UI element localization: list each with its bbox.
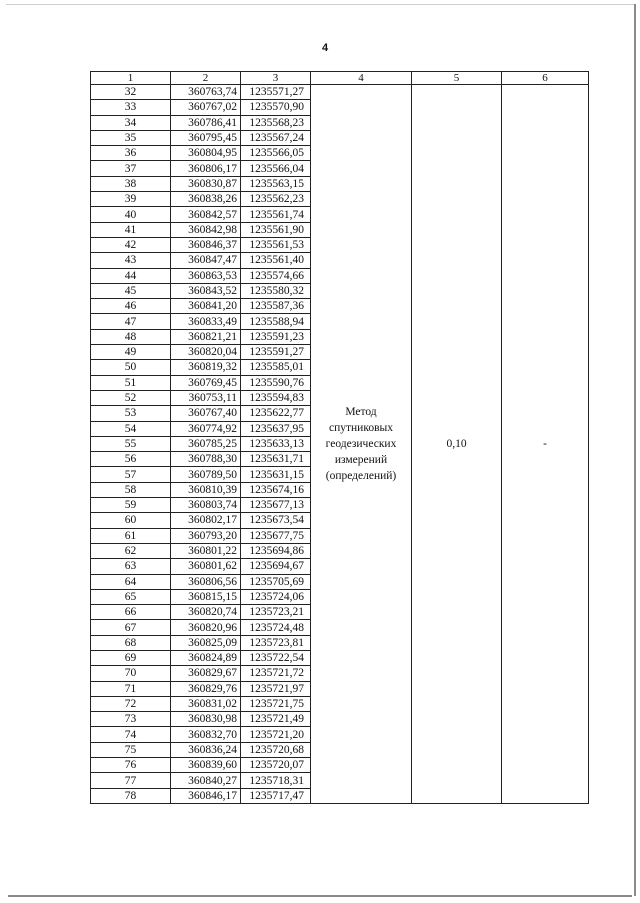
x-coordinate-cell: 360830,98 (171, 712, 241, 727)
point-number-cell: 65 (91, 589, 171, 604)
y-coordinate-cell: 1235694,86 (241, 543, 311, 558)
header-col-4: 4 (311, 72, 412, 85)
method-text-line: геодезических (325, 437, 397, 450)
x-coordinate-cell: 360763,74 (171, 85, 241, 100)
x-coordinate-cell: 360840,27 (171, 773, 241, 788)
header-col-2: 2 (171, 72, 241, 85)
point-number-cell: 44 (91, 268, 171, 283)
header-col-6: 6 (502, 72, 589, 85)
point-number-cell: 42 (91, 237, 171, 252)
point-number-cell: 43 (91, 253, 171, 268)
y-coordinate-cell: 1235677,13 (241, 498, 311, 513)
header-col-1: 1 (91, 72, 171, 85)
table-row (91, 85, 589, 100)
x-coordinate-cell: 360769,45 (171, 375, 241, 390)
y-coordinate-cell: 1235566,05 (241, 146, 311, 161)
point-number-cell: 63 (91, 559, 171, 574)
y-coordinate-cell: 1235721,20 (241, 727, 311, 742)
header-col-3: 3 (241, 72, 311, 85)
accuracy-cell: 0,10 (412, 85, 502, 804)
x-coordinate-cell: 360789,50 (171, 467, 241, 482)
y-coordinate-cell: 1235721,75 (241, 696, 311, 711)
y-coordinate-cell: 1235720,68 (241, 742, 311, 757)
point-number-cell: 66 (91, 605, 171, 620)
x-coordinate-cell: 360842,98 (171, 222, 241, 237)
y-coordinate-cell: 1235718,31 (241, 773, 311, 788)
y-coordinate-cell: 1235568,23 (241, 115, 311, 130)
y-coordinate-cell: 1235566,04 (241, 161, 311, 176)
x-coordinate-cell: 360820,04 (171, 345, 241, 360)
x-coordinate-cell: 360819,32 (171, 360, 241, 375)
y-coordinate-cell: 1235637,95 (241, 421, 311, 436)
point-number-cell: 46 (91, 299, 171, 314)
x-coordinate-cell: 360767,40 (171, 406, 241, 421)
point-number-cell: 59 (91, 498, 171, 513)
point-number-cell: 47 (91, 314, 171, 329)
method-text-line: Метод (345, 405, 377, 418)
point-number-cell: 33 (91, 100, 171, 115)
x-coordinate-cell: 360836,24 (171, 742, 241, 757)
y-coordinate-cell: 1235723,21 (241, 605, 311, 620)
x-coordinate-cell: 360839,60 (171, 758, 241, 773)
x-coordinate-cell: 360847,47 (171, 253, 241, 268)
x-coordinate-cell: 360863,53 (171, 268, 241, 283)
method-text-line: спутниковых (328, 421, 393, 434)
x-coordinate-cell: 360785,25 (171, 436, 241, 451)
point-number-cell: 34 (91, 115, 171, 130)
point-number-cell: 52 (91, 390, 171, 405)
x-coordinate-cell: 360810,39 (171, 482, 241, 497)
y-coordinate-cell: 1235571,27 (241, 85, 311, 100)
point-number-cell: 64 (91, 574, 171, 589)
point-number-cell: 67 (91, 620, 171, 635)
point-number-cell: 32 (91, 85, 171, 100)
x-coordinate-cell: 360829,76 (171, 681, 241, 696)
x-coordinate-cell: 360821,21 (171, 329, 241, 344)
point-number-cell: 51 (91, 375, 171, 390)
y-coordinate-cell: 1235567,24 (241, 130, 311, 145)
y-coordinate-cell: 1235591,23 (241, 329, 311, 344)
x-coordinate-cell: 360842,57 (171, 207, 241, 222)
x-coordinate-cell: 360801,22 (171, 543, 241, 558)
y-coordinate-cell: 1235563,15 (241, 176, 311, 191)
x-coordinate-cell: 360838,26 (171, 192, 241, 207)
y-coordinate-cell: 1235561,53 (241, 237, 311, 252)
x-coordinate-cell: 360830,87 (171, 176, 241, 191)
header-col-5: 5 (412, 72, 502, 85)
y-coordinate-cell: 1235580,32 (241, 283, 311, 298)
point-number-cell: 57 (91, 467, 171, 482)
y-coordinate-cell: 1235721,72 (241, 666, 311, 681)
point-number-cell: 55 (91, 436, 171, 451)
point-number-cell: 61 (91, 528, 171, 543)
col6-cell: - (502, 85, 589, 804)
method-cell (311, 85, 412, 804)
x-coordinate-cell: 360832,70 (171, 727, 241, 742)
y-coordinate-cell: 1235562,23 (241, 192, 311, 207)
y-coordinate-cell: 1235622,77 (241, 406, 311, 421)
x-coordinate-cell: 360774,92 (171, 421, 241, 436)
point-number-cell: 69 (91, 650, 171, 665)
y-coordinate-cell: 1235722,54 (241, 650, 311, 665)
y-coordinate-cell: 1235724,48 (241, 620, 311, 635)
x-coordinate-cell: 360802,17 (171, 513, 241, 528)
point-number-cell: 73 (91, 712, 171, 727)
point-number-cell: 70 (91, 666, 171, 681)
x-coordinate-cell: 360803,74 (171, 498, 241, 513)
y-coordinate-cell: 1235594,83 (241, 390, 311, 405)
y-coordinate-cell: 1235724,06 (241, 589, 311, 604)
point-number-cell: 78 (91, 788, 171, 803)
x-coordinate-cell: 360786,41 (171, 115, 241, 130)
y-coordinate-cell: 1235561,90 (241, 222, 311, 237)
x-coordinate-cell: 360820,74 (171, 605, 241, 620)
x-coordinate-cell: 360820,96 (171, 620, 241, 635)
x-coordinate-cell: 360806,56 (171, 574, 241, 589)
x-coordinate-cell: 360846,17 (171, 788, 241, 803)
point-number-cell: 53 (91, 406, 171, 421)
page-bottom-edge (8, 895, 632, 897)
x-coordinate-cell: 360767,02 (171, 100, 241, 115)
x-coordinate-cell: 360788,30 (171, 452, 241, 467)
x-coordinate-cell: 360804,95 (171, 146, 241, 161)
point-number-cell: 41 (91, 222, 171, 237)
y-coordinate-cell: 1235591,27 (241, 345, 311, 360)
point-number-cell: 58 (91, 482, 171, 497)
y-coordinate-cell: 1235590,76 (241, 375, 311, 390)
x-coordinate-cell: 360846,37 (171, 237, 241, 252)
x-coordinate-cell: 360825,09 (171, 635, 241, 650)
y-coordinate-cell: 1235561,40 (241, 253, 311, 268)
x-coordinate-cell: 360753,11 (171, 390, 241, 405)
x-coordinate-cell: 360793,20 (171, 528, 241, 543)
y-coordinate-cell: 1235633,13 (241, 436, 311, 451)
point-number-cell: 35 (91, 130, 171, 145)
x-coordinate-cell: 360801,62 (171, 559, 241, 574)
point-number-cell: 36 (91, 146, 171, 161)
point-number-cell: 76 (91, 758, 171, 773)
method-text-line: измерений (334, 453, 388, 466)
y-coordinate-cell: 1235587,36 (241, 299, 311, 314)
y-coordinate-cell: 1235574,66 (241, 268, 311, 283)
point-number-cell: 37 (91, 161, 171, 176)
y-coordinate-cell: 1235588,94 (241, 314, 311, 329)
x-coordinate-cell: 360841,20 (171, 299, 241, 314)
point-number-cell: 71 (91, 681, 171, 696)
coordinates-table (90, 71, 589, 804)
x-coordinate-cell: 360824,89 (171, 650, 241, 665)
point-number-cell: 50 (91, 360, 171, 375)
x-coordinate-cell: 360833,49 (171, 314, 241, 329)
y-coordinate-cell: 1235631,71 (241, 452, 311, 467)
y-coordinate-cell: 1235720,07 (241, 758, 311, 773)
point-number-cell: 48 (91, 329, 171, 344)
y-coordinate-cell: 1235570,90 (241, 100, 311, 115)
x-coordinate-cell: 360829,67 (171, 666, 241, 681)
point-number-cell: 38 (91, 176, 171, 191)
x-coordinate-cell: 360815,15 (171, 589, 241, 604)
point-number-cell: 49 (91, 345, 171, 360)
point-number-cell: 45 (91, 283, 171, 298)
y-coordinate-cell: 1235585,01 (241, 360, 311, 375)
y-coordinate-cell: 1235673,54 (241, 513, 311, 528)
point-number-cell: 40 (91, 207, 171, 222)
x-coordinate-cell: 360843,52 (171, 283, 241, 298)
y-coordinate-cell: 1235723,81 (241, 635, 311, 650)
point-number-cell: 60 (91, 513, 171, 528)
point-number-cell: 77 (91, 773, 171, 788)
y-coordinate-cell: 1235721,49 (241, 712, 311, 727)
point-number-cell: 62 (91, 543, 171, 558)
y-coordinate-cell: 1235561,74 (241, 207, 311, 222)
x-coordinate-cell: 360795,45 (171, 130, 241, 145)
page-right-edge (634, 4, 636, 896)
x-coordinate-cell: 360831,02 (171, 696, 241, 711)
page-top-edge (6, 4, 634, 5)
y-coordinate-cell: 1235677,75 (241, 528, 311, 543)
point-number-cell: 39 (91, 192, 171, 207)
header-row (91, 72, 589, 85)
page-number: 4 (321, 42, 329, 54)
y-coordinate-cell: 1235694,67 (241, 559, 311, 574)
point-number-cell: 56 (91, 452, 171, 467)
method-text-line: (определений) (325, 469, 397, 482)
point-number-cell: 72 (91, 696, 171, 711)
point-number-cell: 74 (91, 727, 171, 742)
y-coordinate-cell: 1235705,69 (241, 574, 311, 589)
x-coordinate-cell: 360806,17 (171, 161, 241, 176)
y-coordinate-cell: 1235717,47 (241, 788, 311, 803)
point-number-cell: 75 (91, 742, 171, 757)
y-coordinate-cell: 1235674,16 (241, 482, 311, 497)
point-number-cell: 54 (91, 421, 171, 436)
point-number-cell: 68 (91, 635, 171, 650)
y-coordinate-cell: 1235631,15 (241, 467, 311, 482)
y-coordinate-cell: 1235721,97 (241, 681, 311, 696)
